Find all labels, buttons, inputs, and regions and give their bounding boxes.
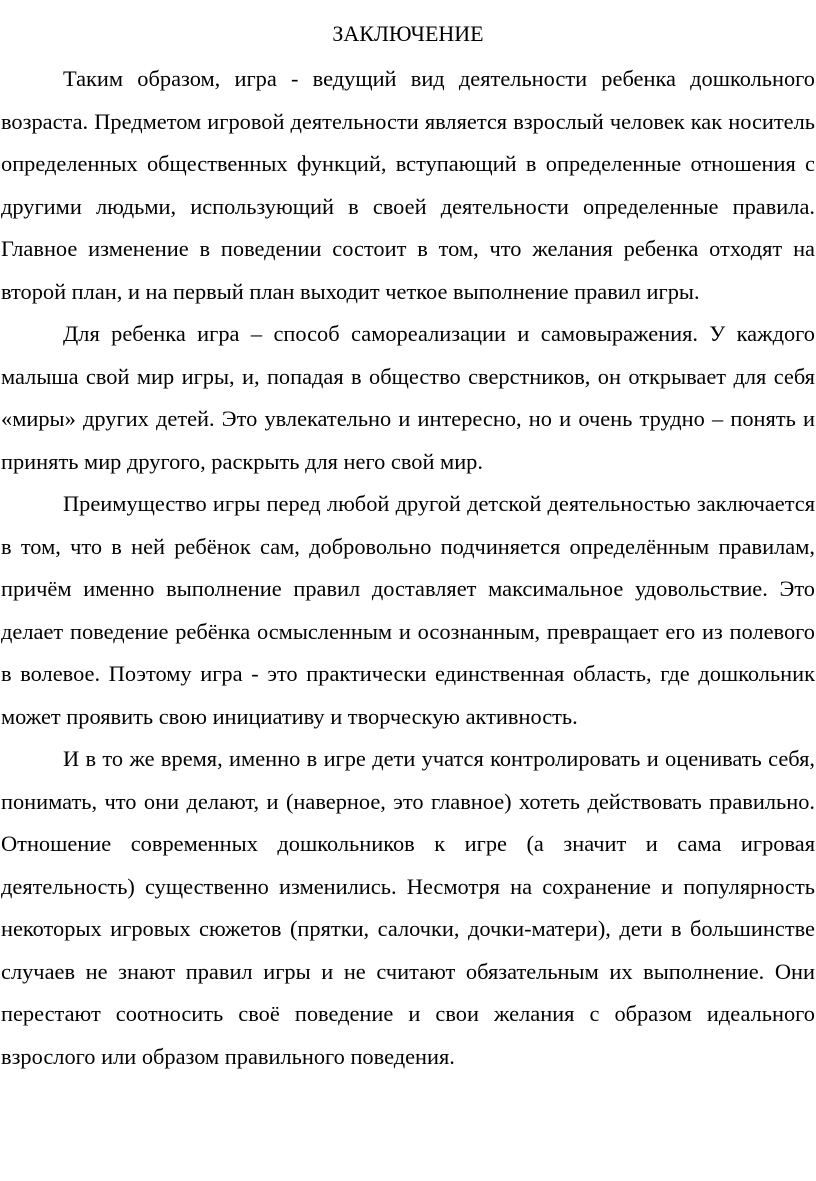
paragraph-3: Преимущество игры перед любой другой детской деятельностью заключается в том, что в ней ребёнок сам, добровольно подчиняется определённым правилам, причём именно выполнение правил доставляет максимальное удовольствие. Это делает поведение ребёнка осмысленным и осознанным, превращает его из полевого в волевое. Поэтому игра - это практически единственная область, где дошкольник может проявить свою инициативу и творческую активность. — [1, 491, 815, 729]
paragraph-4: И в то же время, именно в игре дети учатся контролировать и оценивать себя, понимать, что они делают, и (наверное, это главное) хотеть действовать правильно. Отношение современных дошкольников к игре (а значит и сама игровая деятельность) существенно изменились. Несмотря на сохранение и популярность некоторых игровых сюжетов (прятки, салочки, дочки-матери), дети в большинстве случаев не знают правил игры и не считают обязательным их выполнение. Они перестают соотносить своё поведение и свои желания с образом идеального взрослого или образом правильного поведения. — [1, 746, 815, 1069]
paragraph-2: Для ребенка игра – способ самореализации и самовыражения. У каждого малыша свой мир игры, и, попадая в общество сверстников, он открывает для себя «миры» других детей. Это увлекательно и интересно, но и очень трудно – понять и принять мир другого, раскрыть для него свой мир. — [1, 321, 815, 474]
page-title: ЗАКЛЮЧЕНИЕ — [332, 21, 484, 46]
paragraph-1: Таким образом, игра - ведущий вид деятельности ребенка дошкольного возраста. Предметом игровой деятельности является взрослый человек как носитель определенных общественных функций, вступающий в определенные отношения с другими людьми, использующий в своей деятельности определенные правила. Главное изменение в поведении состоит в том, что желания ребенка отходят на второй план, и на первый план выходит четкое выполнение правил игры. — [1, 66, 815, 304]
